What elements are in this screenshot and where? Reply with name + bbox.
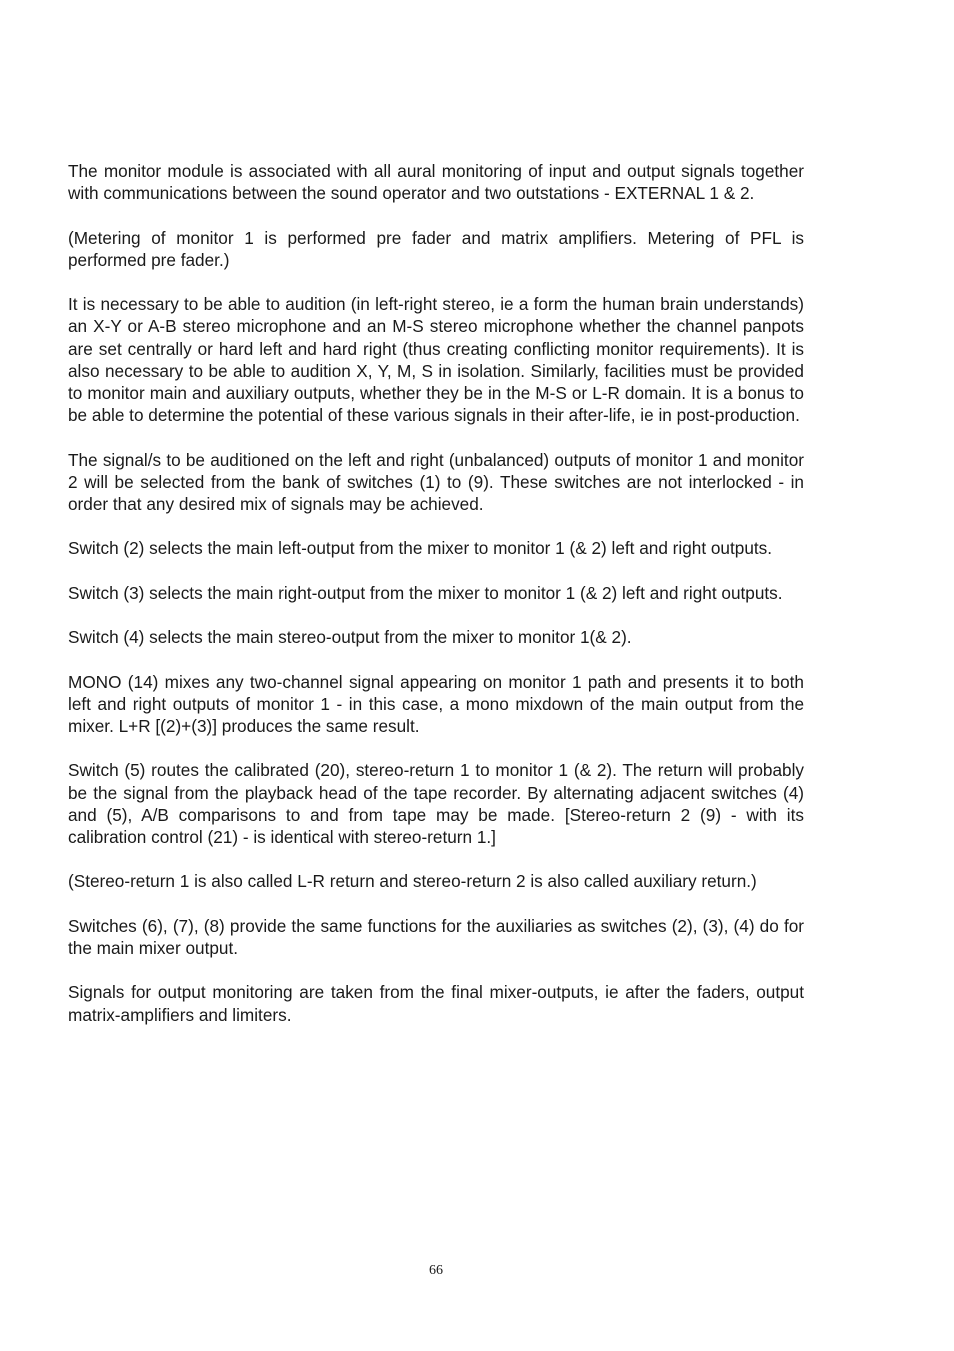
paragraph: Switches (6), (7), (8) provide the same functions for the auxiliaries as switches (2), (3), (4) do for the main mixer output. <box>68 915 804 958</box>
paragraph: (Stereo-return 1 is also called L-R return and stereo-return 2 is also called auxiliary return.) <box>68 871 757 892</box>
page-number: 66 <box>429 1263 443 1278</box>
paragraph: Switch (4) selects the main stereo-output from the mixer to monitor 1(& 2). <box>68 627 632 648</box>
paragraph: Switch (2) selects the main left-output from the mixer to monitor 1 (& 2) left and right outputs. <box>68 538 773 559</box>
paragraph: MONO (14) mixes any two-channel signal appearing on monitor 1 path and presents it to both left and right outputs of monitor 1 - in this case, a mono mixdown of the main output from the mixer. L+R [(2)+(3)] produces the same result. <box>68 671 804 736</box>
paragraph: Switch (5) routes the calibrated (20), stereo-return 1 to monitor 1 (& 2). The return will probably be the signal from the playback head of the tape recorder. By alternating adjacent switches (4) and (5), A/B comparisons to and from tape may be made. [Stereo-return 2 (9) - with its calibration control (21) - is identical with stereo-return 1.] <box>68 760 804 847</box>
paragraph: Switch (3) selects the main right-output from the mixer to monitor 1 (& 2) left and right outputs. <box>68 582 783 603</box>
paragraph: The monitor module is associated with all aural monitoring of input and output signals together with communications between the sound operator and two outstations - EXTERNAL 1 & 2. <box>68 161 804 204</box>
body-text <box>68 160 804 1048</box>
paragraph: Signals for output monitoring are taken from the final mixer-outputs, ie after the faders, output matrix-amplifiers and limiters. <box>68 982 804 1025</box>
paragraph: The signal/s to be auditioned on the left and right (unbalanced) outputs of monitor 1 and monitor 2 will be selected from the bank of switches (1) to (9). These switches are not interlocked - in order that any desired mix of signals may be achieved. <box>68 449 804 514</box>
paragraph: It is necessary to be able to audition (in left-right stereo, ie a form the human brain understands) an X-Y or A-B stereo microphone and an M-S stereo microphone whether the channel panpots are set centrally or hard left and hard right (thus creating conflicting monitor requirements). It is also necessary to be able to audition X, Y, M, S in isolation. Similarly, facilities must be provided to monitor main and auxiliary outputs, whether they be in the M-S or L-R domain. It is a bonus to be able to determine the potential of these various signals in their after-life, ie in post-production. <box>68 294 804 426</box>
paragraph: (Metering of monitor 1 is performed pre fader and matrix amplifiers. Metering of PFL is performed pre fader.) <box>68 227 804 270</box>
